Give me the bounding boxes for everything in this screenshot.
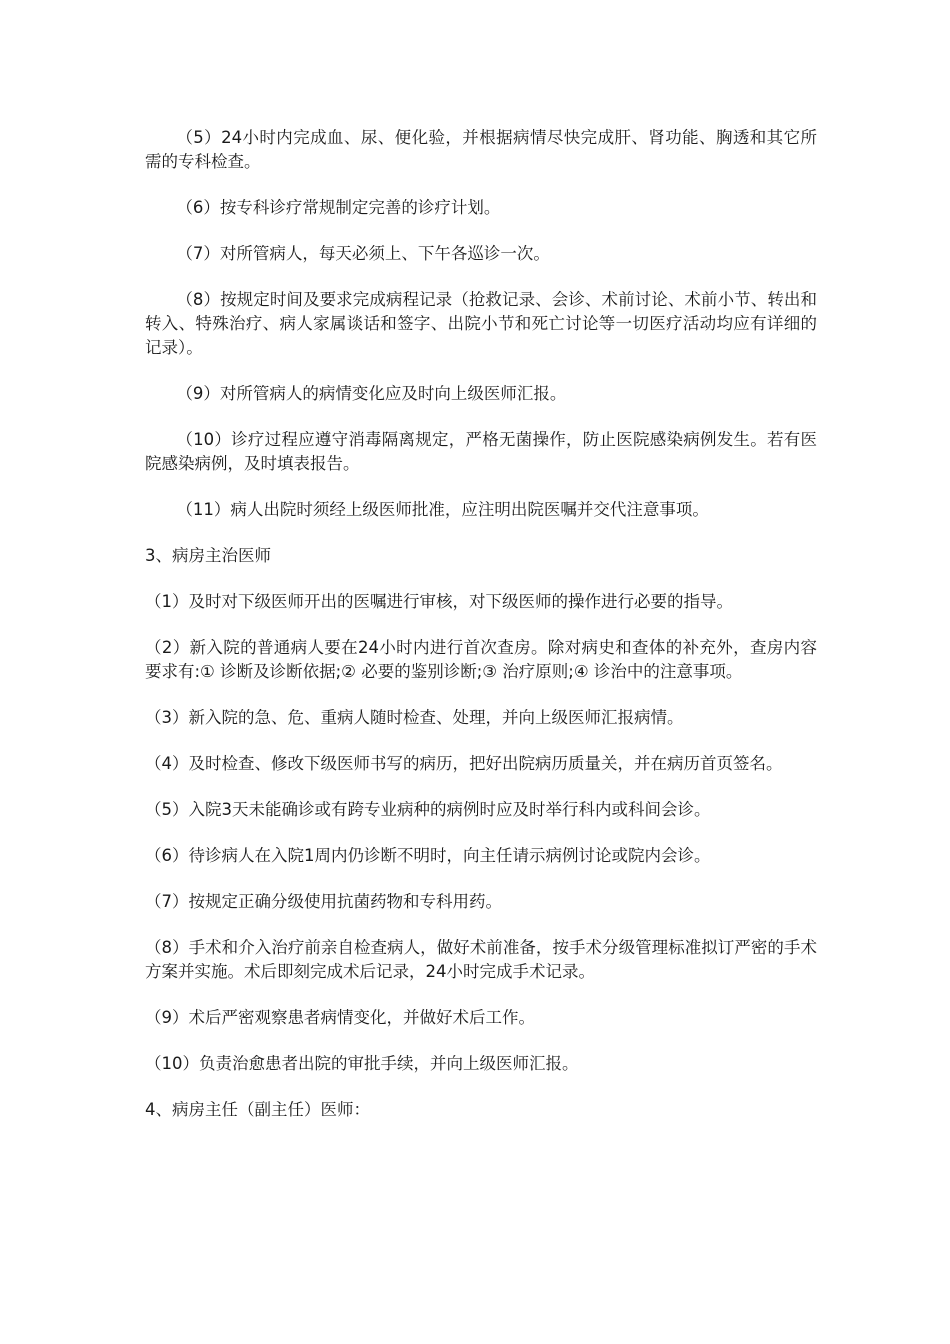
paragraph-attending-2: （2）新入院的普通病人要在24小时内进行首次查房。除对病史和查体的补充外，查房内容要求有:① 诊断及诊断依据;② 必要的鉴别诊断;③ 治疗原则;④ 诊治中的注意事项。: [145, 638, 817, 681]
paragraph-attending-1: （1）及时对下级医师开出的医嘱进行审核，对下级医师的操作进行必要的指导。: [145, 592, 733, 611]
section-heading-chief: 4、病房主任（副主任）医师：: [145, 1100, 370, 1119]
paragraph-attending-10: （10）负责治愈患者出院的审批手续，并向上级医师汇报。: [145, 1054, 579, 1073]
section-heading-attending: 3、病房主治医师: [145, 546, 271, 565]
document-body: [145, 126, 817, 1144]
paragraph-resident-7: （7）对所管病人，每天必须上、下午各巡诊一次。: [176, 244, 550, 263]
paragraph-resident-6: （6）按专科诊疗常规制定完善的诊疗计划。: [176, 198, 501, 217]
paragraph-attending-9: （9）术后严密观察患者病情变化，并做好术后工作。: [145, 1008, 535, 1027]
paragraph-attending-7: （7）按规定正确分级使用抗菌药物和专科用药。: [145, 892, 502, 911]
paragraph-resident-9: （9）对所管病人的病情变化应及时向上级医师汇报。: [176, 384, 567, 403]
paragraph-resident-8: （8）按规定时间及要求完成病程记录（抢救记录、会诊、术前讨论、术前小节、转出和转入、特殊治疗、病人家属谈话和签字、出院小节和死亡讨论等一切医疗活动均应有详细的记录）。: [145, 290, 817, 357]
paragraph-resident-10: （10）诊疗过程应遵守消毒隔离规定，严格无菌操作，防止医院感染病例发生。若有医院感染病例，及时填表报告。: [145, 430, 817, 473]
paragraph-resident-11: （11）病人出院时须经上级医师批准，应注明出院医嘱并交代注意事项。: [176, 500, 709, 519]
paragraph-attending-3: （3）新入院的急、危、重病人随时检查、处理，并向上级医师汇报病情。: [145, 708, 684, 727]
paragraph-attending-8: （8）手术和介入治疗前亲自检查病人，做好术前准备，按手术分级管理标准拟订严密的手术方案并实施。术后即刻完成术后记录，24小时完成手术记录。: [145, 938, 817, 981]
paragraph-attending-4: （4）及时检查、修改下级医师书写的病历，把好出院病历质量关，并在病历首页签名。: [145, 754, 783, 773]
paragraph-resident-5: （5）24小时内完成血、尿、便化验，并根据病情尽快完成肝、肾功能、胸透和其它所需的专科检查。: [145, 128, 817, 171]
paragraph-attending-5: （5）入院3天未能确诊或有跨专业病种的病例时应及时举行科内或科间会诊。: [145, 800, 711, 819]
paragraph-attending-6: （6）待诊病人在入院1周内仍诊断不明时，向主任请示病例讨论或院内会诊。: [145, 846, 711, 865]
